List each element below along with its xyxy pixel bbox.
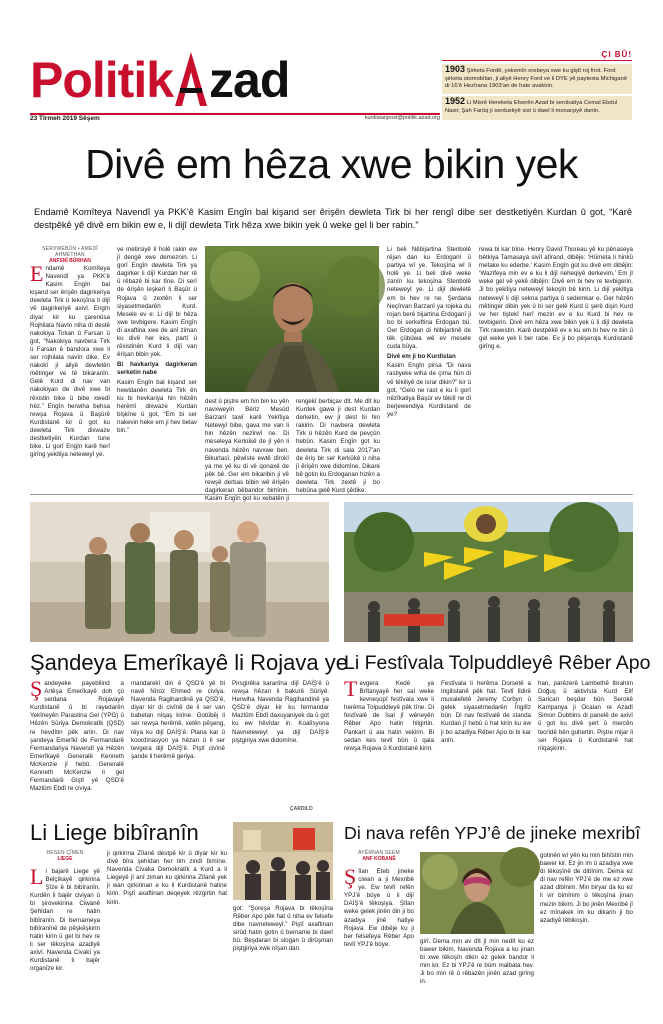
liege-headline: Li Liege bibîranîn	[30, 820, 199, 845]
article-subhead: Divê em ji bo Kurdistan	[387, 353, 456, 361]
article-text: Li beli Nêbijartina Stenbolê rêjan dan ku Erdoganî û partiya wî ye. Tekoşîna wî li holê ye. Li beli divê weke zanîn ku tekoşîna Stenbolê neteweyî ye. Li dijî dewletê em bi hev re ne. Şerdana Neçîrvan Barzanî ya rojeka du rojan berê bijartina Erdoganî ji bo bi serkeftina Erdogan bû. Ger Erdogan di hilbijartinê de têk çûbûwa wê ev mesele cuda bûya.	[387, 246, 471, 351]
festival-col-3	[538, 680, 633, 810]
ypj-photo	[420, 852, 534, 934]
ypj-headline: Di nava refên YPJ’ê de jineke mexribî	[344, 823, 641, 843]
main-col-2	[117, 246, 197, 486]
article-text: evgera Kedê ya Brîtanyayê her sal weke kevneşopî festîvala xwe li herêma Tolpuddleyê pêk tîne. Di festîvalê de îsal jî wêneyên Rêber Apo hatin hilgirtin. Pankart û ala hatin vekirin. Bi sedan kes tevlî bûn û qala rewşa Rojava û Kurdistanê kirin.	[344, 680, 434, 752]
byline-loc: ANF KOBANÊ	[362, 856, 396, 862]
dropcap: T	[344, 676, 358, 701]
photo-credit: ÇARDILO	[290, 806, 313, 812]
article-text: ndamê Komîteya Navendî ya PKK’ê Kasim Engîn bal kişand ser êrişên dagirkeriya dewleta Tirk û tekoşîna li dijî vê dagirkeriyê axivî. Engîn diyar kir ku çarenûsa Rojhilata Navîn niha di destê nakokiya Tirkan û Farsan û got, “Nakokiya navbera Tirk û Farsan ê bandora xwe li ser rojhilata navîn dike. Ev nakokî ji aliyê dewletên mêtinger ve tê bikaranîn. Gelê Kurd di nav van nakokiyan de divê xwe bi rêxistin bike û bibe xwedî hêz.” Engîn herwiha behsa rewşa Rojava û Başûrê Kurdistanê kir û got ku dewleta Tirk dixwaze destketiyên Kurdan tune bike. Li gorî Engîn karê herî girîng yekitiya neteweyî ye.	[30, 265, 110, 459]
ypj-col-1	[344, 864, 414, 1008]
dropcap: Ş	[30, 676, 43, 701]
liege-col-3	[233, 905, 333, 1010]
dropcap: L	[30, 864, 44, 889]
festival-headline: Li Festîvala Tolpuddleyê Rêber Apo	[344, 652, 651, 674]
history-text: Li Misrê Hereketa Efserên Azad bi serokatiya Cemal Ebdul Nasir, Şah Farûq ji serduxtiyê xist û dawî li monarşiyê danîn.	[445, 100, 618, 114]
main-col-6	[479, 246, 633, 486]
ypj-byline	[344, 850, 414, 862]
website: kurdistanpost@politik.azad.org	[364, 115, 440, 121]
article-text: han, parêzerê Lambethê Ibrahim Doğuş û aktivîsta Kurd Elif Sarican beşdar bûn. Serokê Kampanya ji Ocalan re Azadî Simon Dubbins di panelê de axivî û got ku divê şert û mercên tecrîdê bên guhertin. Piştre mijar li ser Rojava û Kurdistanê hat nîqaşkirin.	[538, 680, 633, 752]
article-text: mandarekî din ê QSD’ê yê bi navê Nîroz Ehmed re civiya. Navenda Ragihandinê ya QSD’ê, diyar kir di civînê de li ser van babetan nîqaş kirine: Gotûbêj li ser rewşa herêmê, xetên pêşeng, rêya ku dijî DAİŞ’ê. Plana kar û koordînasyon ya hêzan û li ser tevgera dijî DAİŞ’ê. Piştî civînê şande li herêmê geriya.	[131, 680, 225, 760]
liege-col-2	[107, 850, 227, 1010]
article-text: îlan Eteb jineke ciwan a ji Mexribê ye. Ew tevlî refên YPJ’ê bûye û li dijî DAİŞ’ê têkoşiya. Şîlan weke gelek jinên din ji bo azadiya jinê hatiye Rojava. Ew dibêje ku ji ber felsefeya Rêber Apo tevlî YPJ’ê bûye.	[344, 868, 414, 948]
article-text: Pirsgirêka karanîna dijî DAİŞ’ê û rewşa hêzan li bakurê Sûriyê. Herwiha Navenda Ragihandinê ya QSD’ê diyar kir ku fermandar Mazlûm Ebdî daxuyaniyek da û got ku ew hêvîdar in. Koalîsyona Navneteweyî ya dijî DAİŞ’ê piştgiriya xwe didomîne.	[232, 680, 329, 744]
liege-col-1	[30, 864, 100, 1008]
liege-photo	[233, 822, 333, 900]
dropcap: Ş	[344, 864, 357, 889]
dropcap: E	[30, 261, 44, 286]
main-col-5	[387, 246, 471, 486]
article-text: Festîvala li herêma Dorsetê a Ingilistanê pêk hat. Tevlî lîdirê muxalefetê Jeremy Corbyn û gelek siyasetmedarên Îngilîz bûn. Di nav festîvalê de standa Kurdan jî hebû û hat kirin ku ew ji bo azadiya Rêber Apo bi bi kar anîn.	[441, 680, 531, 744]
logo-a-mark	[174, 54, 208, 110]
festival-col-1	[344, 676, 434, 810]
article-text: rewa bi kar bîne. Henry David Thoreau yê ku pênaseya bêtkiya Tamasaya sivîl afirand, dibêje: ‘Hûmeta li hinkû metake ku ederbe.’ Kasim Engîn got ku divê em dibêjin: ‘Wazîfeya min ev e ku li dijî neheqiyê derkevim.’ Em jî weke gel vê yekê dibêjin: Divê em bi hev re tevbigerin. Ji bo yekitiya neteweyî tekoşîn bê kirin. Li dijî yekitiya neteweyî li dijî sekna partiya û sedemkar e. Ger hêzên mêtinger dibin yek û bi ser gelê Kurd û şerê dişin Kurd ve her tiştekî herî mezin ev e ku Kurd bi hev re tevbigerin. Divê em hêza xwe bikin yek û li dijî dewleta Tirk rawestin. Karê destpêkê ev e ku em bi hev re bin û gel weke yek li ber rabe. Ev ji bo pêşeroja Kurdistanê girîng e.	[479, 246, 633, 351]
byline-loc: ANFSNÎ BÛRHAN	[49, 258, 91, 264]
article-text: ve metirsiyê li holê rakin ew jî dengê xwe demeznin. Li gorî Engîn dewleta Tirk ya dagirker li dijî Kurdan her rê û rêbazê bi kar tîne. Di serî de êrişên leşkerî li Başûr û Rojava û zextên li ser siyasetmedarên Kurd. Mesele ev e: Li dijî bi hêza xwe tevbigere. Kasim Engîn di axaftina xwe de anî ziman ku divê her kes, partî û rêxistinên Kurd li dijî van êrişan bibin yek.	[117, 246, 197, 359]
logo-left: Politik	[30, 52, 174, 108]
history-title-visible: ÇI BÛ!	[601, 50, 632, 59]
main-photo	[205, 246, 379, 392]
history-year: 1903	[445, 64, 466, 74]
article-subhead: Bi havkariya dagirkeran serketin nabe	[117, 361, 197, 377]
rojava-photo	[30, 502, 329, 642]
history-text: Şirketa Fordê, yekemîn erebeya xwe ku giştî roj firot. Ford şirketa otomobîlan, ji aliyê Henry Ford ve li DYE yê paytexta Michiganê di 16’ê Hezîrana 1903’an de hate avakirin.	[445, 68, 628, 89]
logo-right: zad	[209, 52, 290, 108]
masthead	[30, 50, 440, 120]
history-year: 1952	[445, 96, 466, 106]
article-text: i bajarê Liege yê Belçîkayê qirkirina Şîze ê bi bibîranîn. Kurdên li bajêr civiyan û bi şirovekirina Ciwanê Şehîdan re hatin bibîranîn. Di bernameya bibîranînê de pêşkêşkirin hatin kirin û gel bi hev re li ser têkoşîna azadiyê axivî. Navenda Civakî ya Kurdistanê li bajêr organîze kir.	[30, 868, 100, 973]
festival-col-2	[441, 680, 531, 810]
article-text: Kasim Engîn pirsa “Di nava rastiyeke wiha de çima hûn di vê têkiliyê de israr dikin?” kir û got, “Gelo ne rast e ku li gorî nêzîkatiya Başûr ev têkilî ne di berjewendiya Kurdistanê de ye?	[387, 362, 471, 418]
article-text: gotinên wî yên ku min bihîstin min bawer kir. Ez jin im û azadiya xwe di têkoşînê de dibînim. Dema ez di nav refên YPJ’ê de me ez xwe azad dibînim. Min biryar da ku ez li vir bimînim û têkoşîna jinan mezin bikim. Ji bo jinên Mexribê jî ez mînakek im ku dikarin ji bo azadiyê têbikoşin.	[540, 852, 633, 924]
article-text: girî. Dema min av dît jî min nedît ku ez bawer bikim. Navenda Rojava a ku jinan bi xwe têkoşîn dikin ez gelek bandor li min kir. Ez bi YPJ’ê re bûm malbata hev. Ji bo min rê û rêbazên jinên azad girîng in.	[420, 938, 534, 986]
byline-name: AYÊRNAN SEEM	[358, 850, 400, 856]
rojava-col-2	[131, 680, 225, 810]
article-text: ji qirkirina Zîlanê destpê kir û diyar kir ku divê bîra şehîdan her tim zindî bimîne. Navenda Civaka Demokratîk a Kurd a li Liegeyê jî anî ziman ku qirkirina Zîlanê yek ji wan qirkirinan e ku li Kurdistanê hatine kirin. Piştî axaftinan deqeyek rêzgirtin hat kirin.	[107, 850, 227, 906]
ypj-col-3	[540, 852, 633, 1012]
main-col-3	[205, 398, 289, 503]
issue-date: 23 Tîrmeh 2019 Sêşem	[30, 115, 100, 122]
byline-name: SERXWEBÛN • AMEDÎ AHMETHAN	[42, 246, 98, 258]
article-text: andeyeke payebilind a Artêşa Emerîkayê doh çû serdana Rojavayê Kurdistanê û bi rayedarên Yekîneyên Parastina Gel (YPG) û Hêzên Sûriya Demokratîk (QSD) re hevdîtin pêk anîn. Di nav şandeya Emerîkî de Fermandarê Fermandariya Navendî ya Hêzên Emerîkayê Generalê Kenneth McKenzie jî hebû. Generalê Kenneth McKenzie li gel Fermandarê Giştî yê QSD’ê Mazlûm Ebdî re civiya.	[30, 680, 124, 793]
article-text: Kasim Engîn bal kişand ser hewldanên dewleta Tirk ên ku bi hevkariya hin hêzên herêmî dixwaze Kurdan bişkîne û got, “Em bi ser nakevin heke em ji hev belav bin.”	[117, 378, 197, 435]
byline-loc: LIEGE	[57, 856, 73, 862]
rojava-col-1	[30, 676, 124, 810]
section-divider	[30, 494, 633, 495]
logo	[30, 50, 289, 110]
main-col-4	[296, 398, 380, 495]
history-item	[442, 96, 632, 120]
rojava-headline: Şandeya Emerîkayê li Rojava ye	[30, 650, 348, 675]
main-lead: Endamê Komîteya Navendî ya PKK’ê Kasim Engîn bal kişand ser êrişên dewleta Tirk bi her rengî dibe ser destketiyên Kurdan û got, “Karê destpêkê yê divê em bikin ew e, li dijî dewleta Tirk hêza xwe bikin yek û weke gel li ber rabin.”	[34, 207, 632, 230]
ypj-col-2	[420, 938, 534, 1010]
article-text: rengekî berbiçav dît. Me dît ku Kurdek gawa ji dest Kurdan derketin, ew jî dest bi hin rakirin. Di navbera dewleta Tirk û hêzên Kurd de pevçûn hebûn. Kasim Engîn got ku dewleta Tirk di sala 2017’an de êriş bir ser Kerkûkê û niha jî êrişên xwe didomîne. Dikare bê gotin ku Erdoganan hizên a dewleta Tirk zextê ji bo hebûna gelê Kurd çêdike.	[296, 398, 380, 495]
article-text: got: “Şoreşa Rojava bi têkoşîna Rêber Apo pêk hat û niha ev felsefe dibe navneteweyî.” Piştî axaftinan sirûd hatin gotin û bername bi dawî bû. Beşdaran bi slogan û dirûşman piştgiriya xwe nîşan dan.	[233, 905, 333, 953]
article-text: dest û piştre em hin bin ku yên navxweyîn Bêriz Mesûd Barzanî tawî karê Yekîtiya Netewyî bibe, gava me van li hin hêzên nezîrwî ne. Di meseleya Kerkûkê de jî yên li navenda hêzên navxwe ben. Bikurtasî, pêwîste ewtê dîrokî ya me yê ku di vê qonaxê de pêk bê. Ger em bikaribin ji vê rewşê derbas bibin wê êrişên dagirkeran bêbandor bimînin. Kasim Engîn got ku xebatên ji	[205, 398, 289, 503]
main-headline: Divê em hêza xwe bikin yek	[85, 141, 578, 187]
history-box	[442, 50, 632, 122]
liege-byline	[30, 850, 100, 862]
rojava-col-3	[232, 680, 329, 810]
festival-photo	[344, 502, 633, 642]
byline-name: HESEN ÇÎMEN	[46, 850, 84, 856]
history-item	[442, 64, 632, 94]
